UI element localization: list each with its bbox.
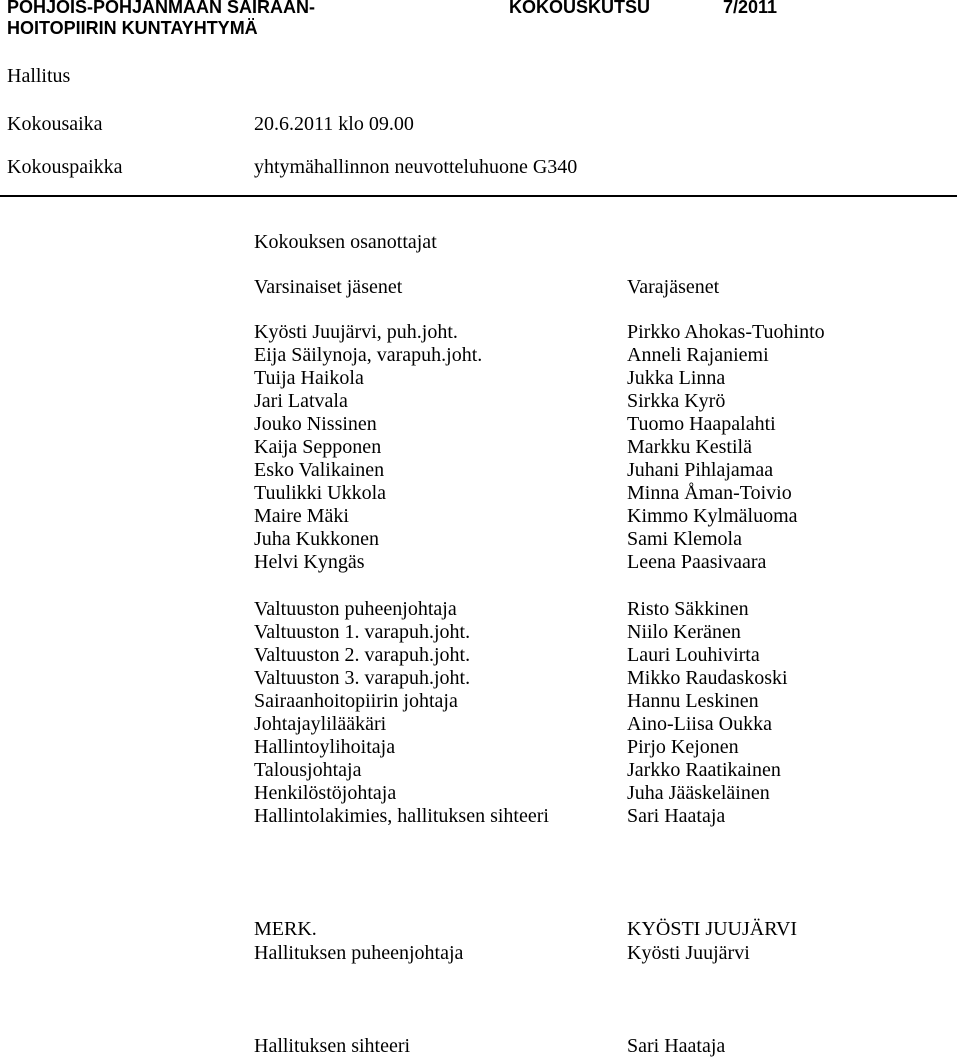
deputy-name: Minna Åman-Toivio xyxy=(627,482,792,504)
org-line-1: POHJOIS-POHJANMAAN SAIRAAN- xyxy=(7,0,316,17)
member-name: Eija Säilynoja, varapuh.joht. xyxy=(254,344,483,366)
secretary-name: Sari Haataja xyxy=(627,1035,726,1057)
org-line-2: HOITOPIIRIN KUNTAYHTYMÄ xyxy=(7,18,258,38)
member-name: Kyösti Juujärvi, puh.joht. xyxy=(254,321,458,343)
body-title: Hallitus xyxy=(7,65,71,87)
chair-name: Kyösti Juujärvi xyxy=(627,942,750,964)
members-heading: Varsinaiset jäsenet xyxy=(254,276,403,298)
member-name: Helvi Kyngäs xyxy=(254,551,365,573)
members-column xyxy=(254,321,549,828)
official-name: Mikko Raudaskoski xyxy=(627,667,788,689)
official-name: Jarkko Raatikainen xyxy=(627,759,781,781)
official-role: Valtuuston 2. varapuh.joht. xyxy=(254,644,471,666)
deputy-name: Sami Klemola xyxy=(627,528,742,550)
official-role: Hallintoylihoitaja xyxy=(254,736,396,758)
official-role: Henkilöstöjohtaja xyxy=(254,782,397,804)
official-name: Lauri Louhivirta xyxy=(627,644,760,666)
deputy-name: Kimmo Kylmäluoma xyxy=(627,505,798,527)
deputy-name: Sirkka Kyrö xyxy=(627,390,726,412)
member-name: Jouko Nissinen xyxy=(254,413,377,435)
official-name: Juha Jääskeläinen xyxy=(627,782,770,804)
official-name: Risto Säkkinen xyxy=(627,598,749,620)
official-name: Pirjo Kejonen xyxy=(627,736,739,758)
meeting-time-label: Kokousaika xyxy=(7,113,103,135)
secretary-title: Hallituksen sihteeri xyxy=(254,1035,411,1057)
participants-heading: Kokouksen osanottajat xyxy=(254,231,437,253)
chair-name-caps: KYÖSTI JUUJÄRVI xyxy=(627,918,798,940)
official-role: Johtajaylilääkäri xyxy=(254,713,387,735)
deputy-name: Leena Paasivaara xyxy=(627,551,767,573)
meeting-time-value: 20.6.2011 klo 09.00 xyxy=(254,113,414,135)
official-role: Valtuuston puheenjohtaja xyxy=(254,598,457,620)
official-role: Valtuuston 1. varapuh.joht. xyxy=(254,621,471,643)
deputy-name: Jukka Linna xyxy=(627,367,726,389)
deputy-name: Anneli Rajaniemi xyxy=(627,344,769,366)
meeting-place-value: yhtymähallinnon neuvotteluhuone G340 xyxy=(254,156,578,178)
deputy-name: Juhani Pihlajamaa xyxy=(627,459,774,481)
chair-title: Hallituksen puheenjohtaja xyxy=(254,942,464,964)
deputy-name: Markku Kestilä xyxy=(627,436,752,458)
member-name: Tuija Haikola xyxy=(254,367,364,389)
document-number: 7/2011 xyxy=(723,0,778,17)
official-role: Valtuuston 3. varapuh.joht. xyxy=(254,667,471,689)
deputy-name: Tuomo Haapalahti xyxy=(627,413,776,435)
official-name: Aino-Liisa Oukka xyxy=(627,713,772,735)
document-type: KOKOUSKUTSU xyxy=(509,0,651,17)
organization-name xyxy=(7,0,315,39)
member-name: Esko Valikainen xyxy=(254,459,385,481)
signature-mark: MERK. xyxy=(254,918,317,940)
member-name: Juha Kukkonen xyxy=(254,528,379,550)
member-name: Tuulikki Ukkola xyxy=(254,482,387,504)
official-role: Hallintolakimies, hallituksen sihteeri xyxy=(254,805,549,827)
official-role: Talousjohtaja xyxy=(254,759,362,781)
deputies-heading: Varajäsenet xyxy=(627,276,720,298)
deputy-name: Pirkko Ahokas-Tuohinto xyxy=(627,321,825,343)
official-name: Niilo Keränen xyxy=(627,621,741,643)
official-role: Sairaanhoitopiirin johtaja xyxy=(254,690,458,712)
official-name: Sari Haataja xyxy=(627,805,726,827)
member-name: Jari Latvala xyxy=(254,390,348,412)
member-name: Maire Mäki xyxy=(254,505,349,527)
member-name: Kaija Sepponen xyxy=(254,436,382,458)
header-divider xyxy=(0,195,957,197)
official-name: Hannu Leskinen xyxy=(627,690,759,712)
meeting-place-label: Kokouspaikka xyxy=(7,156,123,178)
deputies-column xyxy=(627,321,825,828)
